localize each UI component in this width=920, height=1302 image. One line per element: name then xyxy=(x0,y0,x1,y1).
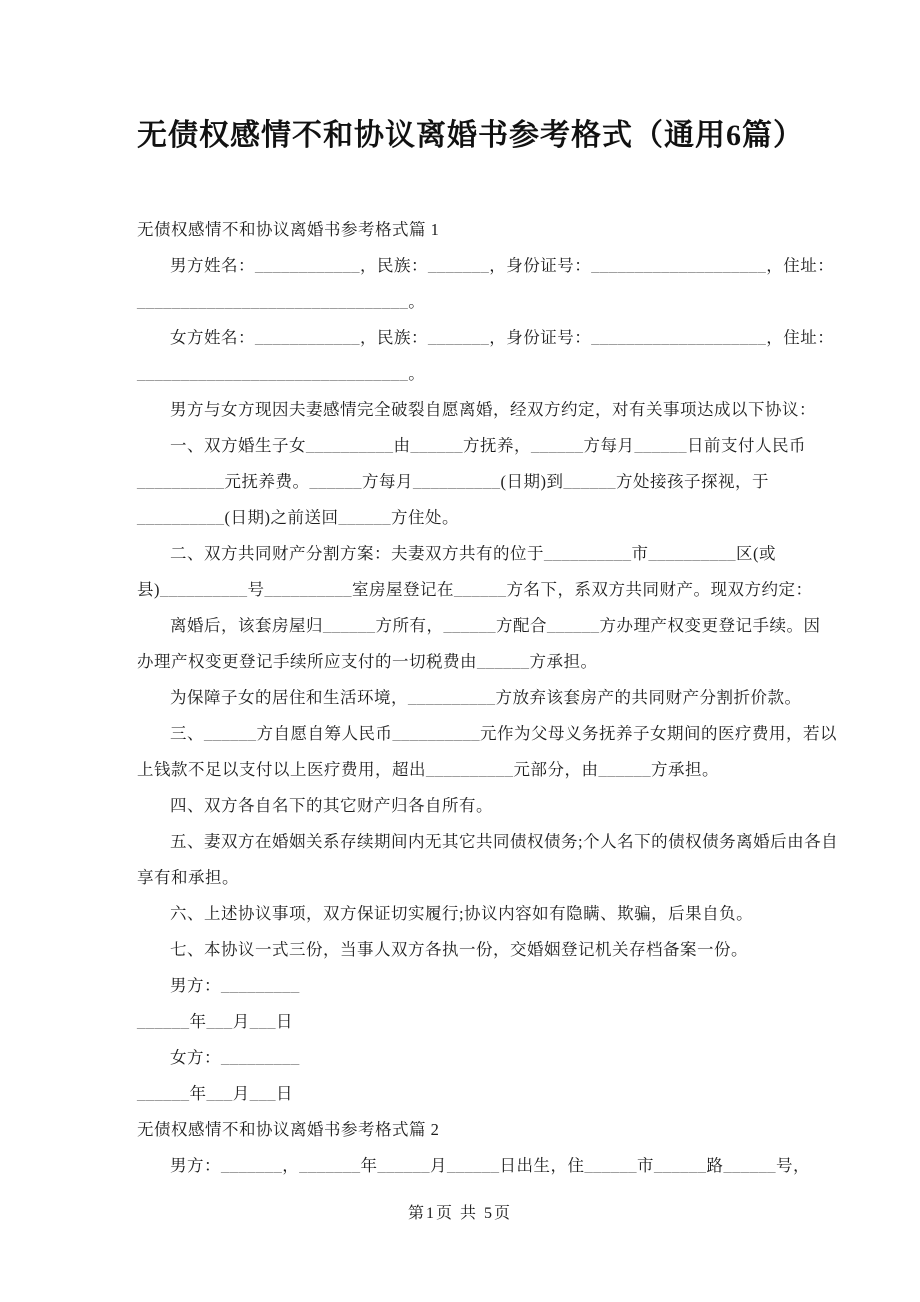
document-title: 无债权感情不和协议离婚书参考格式（通用6篇） xyxy=(137,119,804,152)
doc-line: 男方与女方现因夫妻感情完全破裂自愿离婚，经双方约定，对有关事项达成以下协议： xyxy=(170,400,816,419)
blank-underline: _______________________________ xyxy=(137,292,409,311)
blank-underline: ___ xyxy=(249,1012,276,1031)
blank-underline: ______ xyxy=(338,508,391,527)
blank-underline: _______ xyxy=(299,1156,361,1175)
blank-underline: __________ xyxy=(306,436,394,455)
doc-line: _______________________________。 xyxy=(137,292,426,311)
doc-line: 享有和承担。 xyxy=(137,868,239,887)
section-heading: 无债权感情不和协议离婚书参考格式篇 1 xyxy=(137,220,440,239)
blank-underline: ____________ xyxy=(255,256,360,275)
blank-underline: ______ xyxy=(563,472,616,491)
blank-underline: ______ xyxy=(531,436,584,455)
blank-underline: _______ xyxy=(428,328,490,347)
blank-underline: ______ xyxy=(454,580,507,599)
blank-underline: ___ xyxy=(206,1012,233,1031)
blank-underline: __________ xyxy=(137,472,225,491)
doc-line: 女方：_________ xyxy=(170,1048,300,1067)
blank-underline: ______ xyxy=(547,616,600,635)
blank-underline: __________ xyxy=(413,472,501,491)
blank-underline: _______________________________ xyxy=(137,364,409,383)
blank-underline: ____________________ xyxy=(591,256,767,275)
doc-line: 男方姓名：____________，民族：_______，身份证号：____________________，住址： xyxy=(170,256,835,275)
blank-underline: __________ xyxy=(392,724,480,743)
blank-underline: ______ xyxy=(723,1156,776,1175)
doc-line: 办理产权变更登记手续所应支付的一切税费由______方承担。 xyxy=(137,652,598,671)
doc-line: 县)__________号__________室房屋登记在______方名下，系双方共同财产。现双方约定： xyxy=(137,580,813,599)
blank-underline: __________ xyxy=(426,760,514,779)
section-heading: 无债权感情不和协议离婚书参考格式篇 2 xyxy=(137,1120,440,1139)
document-body xyxy=(137,212,839,1184)
blank-underline: __________ xyxy=(408,688,496,707)
blank-underline: _______ xyxy=(428,256,490,275)
blank-underline: __________ xyxy=(137,508,225,527)
doc-line: 二、双方共同财产分割方案：夫妻双方共有的位于__________市__________区(或 xyxy=(170,544,776,563)
doc-line: 男方：_______，_______年______月______日出生，住______市______路______号， xyxy=(170,1156,810,1175)
doc-line: 四、双方各自名下的其它财产归各自所有。 xyxy=(170,796,493,815)
doc-line: ______年___月___日 xyxy=(137,1012,293,1031)
blank-underline: ______ xyxy=(477,652,530,671)
blank-underline: ______ xyxy=(204,724,257,743)
doc-line: 五、妻双方在婚姻关系存续期间内无其它共同债权债务;个人名下的债权债务离婚后由各自 xyxy=(170,832,839,851)
blank-underline: ______ xyxy=(447,1156,500,1175)
blank-underline: ______ xyxy=(598,760,651,779)
blank-underline: ______ xyxy=(443,616,496,635)
doc-line: ______年___月___日 xyxy=(137,1084,293,1103)
page-footer: 第1页 共 5页 xyxy=(407,1205,512,1222)
doc-line: 六、上述协议事项，双方保证切实履行;协议内容如有隐瞒、欺骗，后果自负。 xyxy=(170,904,754,923)
blank-underline: ______ xyxy=(634,436,687,455)
blank-underline: ______ xyxy=(654,1156,707,1175)
blank-underline: ______ xyxy=(410,436,463,455)
blank-underline: ____________________ xyxy=(591,328,767,347)
blank-underline: __________ xyxy=(264,580,352,599)
doc-line: __________(日期)之前送回______方住处。 xyxy=(137,508,459,527)
blank-underline: ______ xyxy=(309,472,362,491)
blank-underline: _________ xyxy=(221,1048,300,1067)
doc-line: 三、______方自愿自筹人民币__________元作为父母义务抚养子女期间的医疗费用，若以 xyxy=(170,724,837,743)
doc-line: 为保障子女的居住和生活环境，__________方放弃该套房产的共同财产分割折价款。 xyxy=(170,688,802,707)
blank-underline: ___ xyxy=(206,1084,233,1103)
doc-line: 男方：_________ xyxy=(170,976,300,995)
blank-underline: ______ xyxy=(377,1156,430,1175)
blank-underline: __________ xyxy=(544,544,632,563)
blank-underline: _________ xyxy=(221,976,300,995)
blank-underline: ____________ xyxy=(255,328,360,347)
blank-underline: ______ xyxy=(584,1156,637,1175)
doc-line: _______________________________。 xyxy=(137,364,426,383)
blank-underline: _______ xyxy=(221,1156,283,1175)
doc-line: 离婚后，该套房屋归______方所有，______方配合______方办理产权变更登记手续。因 xyxy=(170,616,821,635)
doc-line: 七、本协议一式三份，当事人双方各执一份，交婚姻登记机关存档备案一份。 xyxy=(170,940,748,959)
blank-underline: ______ xyxy=(323,616,376,635)
blank-underline: ______ xyxy=(137,1084,190,1103)
doc-line: 上钱款不足以支付以上医疗费用，超出__________元部分，由______方承担。 xyxy=(137,760,719,779)
blank-underline: __________ xyxy=(160,580,248,599)
doc-line: 一、双方婚生子女__________由______方抚养，______方每月______日前支付人民币 xyxy=(170,436,806,455)
blank-underline: __________ xyxy=(648,544,736,563)
doc-line: __________元抚养费。______方每月__________(日期)到______方处接孩子探视，于 xyxy=(137,472,769,491)
blank-underline: ______ xyxy=(137,1012,190,1031)
doc-line: 女方姓名：____________，民族：_______，身份证号：____________________，住址： xyxy=(170,328,835,347)
blank-underline: ___ xyxy=(249,1084,276,1103)
